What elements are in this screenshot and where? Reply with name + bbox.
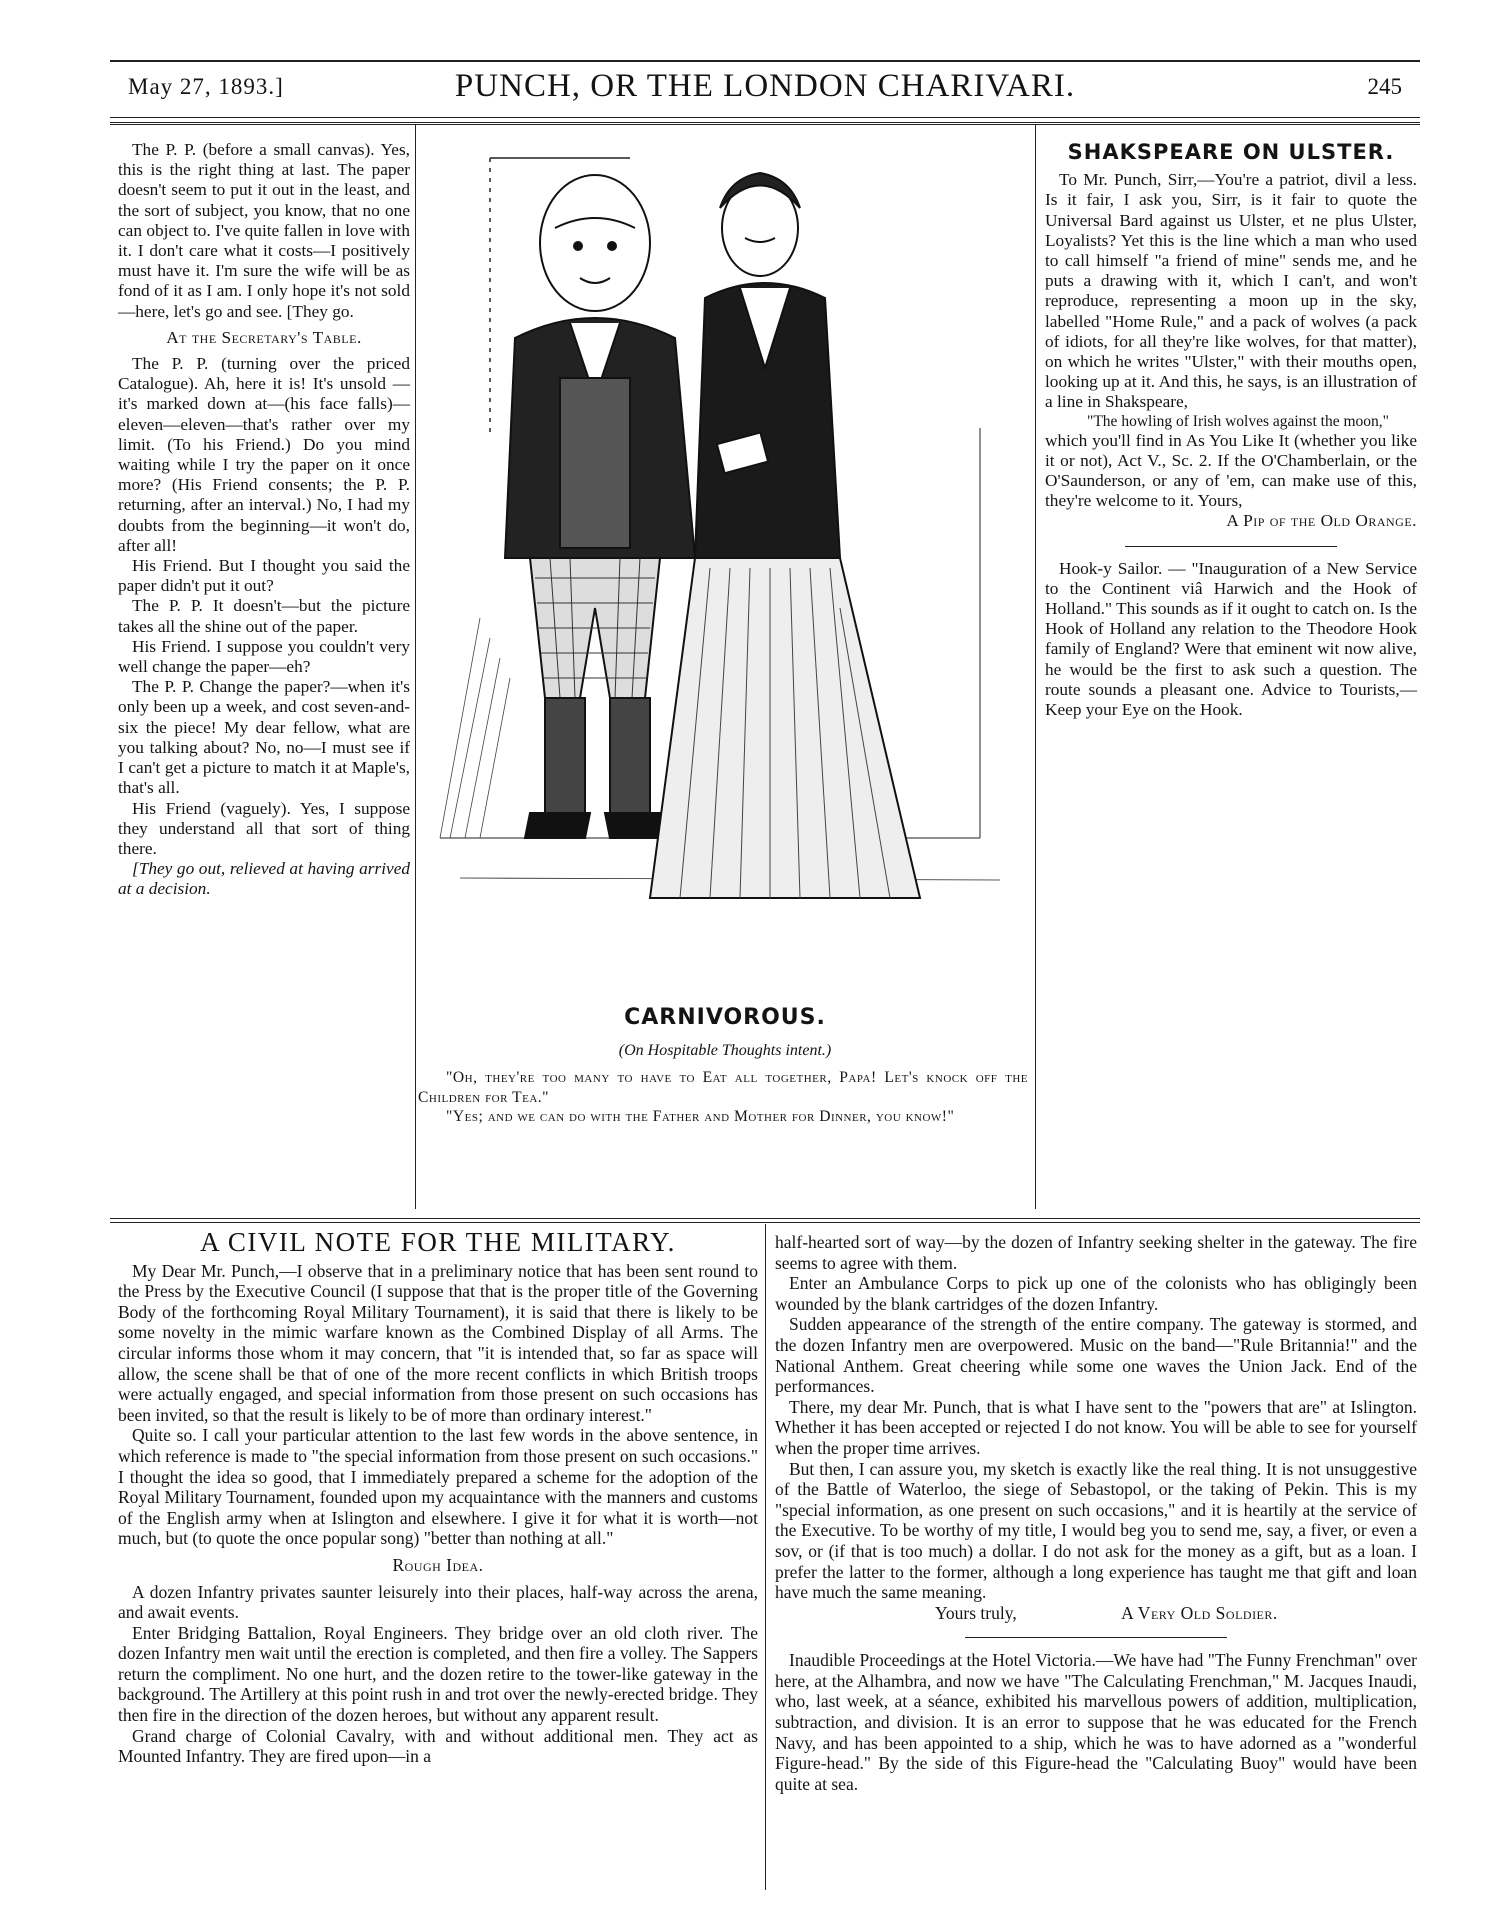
cartoon-illustration [420,138,1020,973]
inaudible-paragraph: Inaudible Proceedings at the Hotel Victoria.—We have had "The Funny Frenchman" over here, at the Alhambra, and now we have "The Calculating Frenchman," M. Jacques Inaudi, who, last week, at a séance, exhibited his marvellous powers of addition, multiplication, subtraction, and division. It is an error to suppose that he was educated for the French Navy, and has been appointed to a ship, which he was to have adorned as a "wonderful Figure-head." By the side of this Figure-head the "Calculating Buoy" would have been quite at sea. [775,1650,1417,1794]
page-number: 245 [1367,74,1402,99]
left-paragraph: The P. P. Change the paper?—when it's only been up a week, and cost seven-and-six the piece! My dear fellow, what are you talking about? No, no—I must see if I can't get a picture to match it at Maple's, that's all. [118,677,410,798]
shakspeare-paragraph: To Mr. Punch, Sirr,—You're a patriot, divil a less. Is it fair, I ask you, Sirr, is it fair to quote the Universal Bard against us Ulster, et ne plus Ulster, Loyalists? Yet this is the line which a man who used to call himself "a friend of mine" sends me, and he puts a drawing with it, which I can't, and won't reproduce, representing a moon up in the sky, labelled "Home Rule," and a pack of wolves (a pack of idiots, for all they're like wolves, for that matter), on which he writes "Ulster," with their mouths open, looking up at it. And this, he says, is an illustration of a line in Shakspeare, [1045,170,1417,412]
article-paragraph: half-hearted sort of way—by the dozen of Infantry seeking shelter in the gateway. The fire seems to agree with them. [775,1232,1417,1273]
right-column [1045,140,1417,720]
left-paragraph: His Friend. But I thought you said the paper didn't put it out? [118,556,410,596]
shakspeare-title: SHAKSPEARE ON ULSTER. [1067,140,1395,164]
article-closing: Yours truly, [935,1602,1017,1623]
shakspeare-quote: "The howling of Irish wolves against the moon," [1087,412,1389,430]
left-heading: At the Secretary's Table. [166,327,362,347]
hook-sailor-paragraph: Hook-y Sailor. — "Inauguration of a New Service to the Continent viâ Harwich and the Hook of Holland." This sounds as if it ought to catch on. Is the Hook of Holland any relation to the Theodore Hook family of England? Were that eminent wit now alive, he would be the first to ask such a question. The route sounds a pleasant one. Advice to Tourists,—Keep your Eye on the Hook. [1045,558,1418,720]
cartoon-line-two: "Yes; and we can do with the Father and Mother for Dinner, you know!" [446,1108,955,1125]
article-paragraph: But then, I can assure you, my sketch is exactly like the real thing. It is not unsuggestive of the Battle of Waterloo, the siege of Sebastopol, or the taking of Pekin. This is my "special information, as one present on such occasions," and it is heartily at the service of the Executive. To be worthy of my title, I would beg you to send me, say, a fiver, or even a sov, or (if that is too much) a dollar. I do not ask for the money as a gift, but as a loan. I prefer the latter to the former, although a long experience has taught me that gift and loan have much the same meaning. [775,1458,1417,1603]
article-paragraph: Quite so. I call your particular attention to the last few words in the above sentence, in which reference is made to "the special information from those present on such occasions." I thought the idea so good, that I immediately prepared a scheme for the adoption of the Royal Military Tournament, founded upon my acquaintance with the manners and customs of the English army when at Islington and elsewhere. I give it for what it is worth—not much, but (to quote the once popular song) "better than nothing at all." [118,1425,758,1549]
left-paragraph: His Friend (vaguely). Yes, I suppose they understand all that sort of thing there. [118,798,410,858]
cartoon-dialogue [418,1068,1028,1127]
article-signoff [775,1603,1417,1624]
article-column-left [118,1227,758,1767]
article-paragraph: A dozen Infantry privates saunter leisurely into their places, half-way across the arena, and await events. [118,1581,758,1623]
article-paragraph: There, my dear Mr. Punch, that is what I have sent to the "powers that are" at Islington. Whether it has been accepted or rejected I do not know. You will be able to see for yourself when the proper time arrives. [775,1396,1417,1458]
article-subheading: Rough Idea. [392,1554,484,1575]
cartoon-line-one: "Oh, they're too many to have to Eat all together, Papa! Let's knock off the Children for Tea." [418,1069,1028,1106]
article-paragraph: Enter an Ambulance Corps to pick up one of the colonists who has obligingly been wounded by the blank cartridges of the dozen Infantry. [775,1273,1417,1314]
section-divider [110,1218,1420,1219]
left-stage-direction: [They go out, relieved at having arrived at a decision. [118,859,410,899]
article-title: A CIVIL NOTE FOR THE MILITARY. [200,1227,676,1257]
left-paragraph: The P. P. It doesn't—but the picture takes all the shine out of the paper. [118,596,410,636]
issue-date: May 27, 1893.] [128,74,284,99]
article-paragraph: Sudden appearance of the strength of the entire company. The gateway is stormed, and the dozen Infantry men are overpowered. Music on the band—"Rule Britannia!" and the National Anthem. Great cheering while some one waves the Union Jack. End of the performances. [775,1314,1417,1397]
shakspeare-paragraph: which you'll find in As You Like It (whether you like it or not), Act V., Sc. 2. If the O'Chamberlain, or the O'Saunderson, or any of 'em, can make use of this, they're welcome to it. Yours, [1045,430,1417,511]
article-paragraph: Grand charge of Colonial Cavalry, with and without additional men. They act as Mounted Infantry. They are fired upon—in a [118,1725,758,1767]
header-rule [110,117,1420,118]
left-column [118,140,410,900]
left-paragraph: The P. P. (turning over the priced Catalogue). Ah, here it is! It's unsold — it's marked down at—(his face falls)—eleven—eleven—that's rather over my limit. (To his Friend.) Do you mind waiting while I try the paper on it once more? (His Friend consents; the P. P. returning, after an interval.) No, I had my doubts from the beginning—it won't do, after all! [118,354,410,555]
article-column-right [775,1232,1417,1794]
article-signature: A Very Old Soldier. [1121,1602,1278,1623]
section-rule [1125,546,1337,547]
article-paragraph: Enter Bridging Battalion, Royal Engineers. They bridge over an old cloth river. The dozen Infantry men wait until the erection is completed, and then fire a volley. The Sappers return the compliment. No one hurt, and the dozen retire to the tower-like gateway in the background. The Artillery at this point rush in and trot over the newly-erected bridge. They then fire in the direction of the dozen heroes, but without any apparent result. [118,1622,758,1726]
page-header [110,60,1420,125]
left-paragraph: The P. P. (before a small canvas). Yes, this is the right thing at last. The paper doesn't seem to put it out in the least, and the sort of subject, you know, that no one can object to. I've quite fallen in love with it. I don't care what it costs—I positively must have it. I'm sure the wife will be as fond of it as I am. I only hope it's not sold—here, let's go and see. [They go. [118,140,410,321]
masthead-title: PUNCH, OR THE LONDON CHARIVARI. [454,68,1076,104]
cartoon-title: CARNIVOROUS. [624,1005,826,1030]
column-divider [765,1224,766,1890]
section-rule [965,1637,1227,1638]
section-divider [110,1222,1420,1223]
column-divider [1035,124,1036,1209]
shakspeare-signature: A Pip of the Old Orange. [1226,511,1417,531]
left-paragraph: His Friend. I suppose you couldn't very well change the paper—eh? [118,636,410,677]
cartoon-subtitle: (On Hospitable Thoughts intent.) [618,1042,832,1059]
newspaper-page [110,60,1420,1890]
article-paragraph: My Dear Mr. Punch,—I observe that in a preliminary notice that has been sent round to the Press by the Executive Council (I suppose that that is the proper title of the Governing Body of the forthcoming Royal Military Tournament), it is said that there is likely to be some novelty in the mimic warfare known as the Combined Display of all Arms. The circular informs those whom it may concern, that "it is intended that, so far as space will allow, the scene shall be that of one of the more recent conflicts in which British troops were actually engaged, and special information from those present on such occasions has been invited, so that the result is likely to be of more than ordinary interest." [118,1260,758,1425]
